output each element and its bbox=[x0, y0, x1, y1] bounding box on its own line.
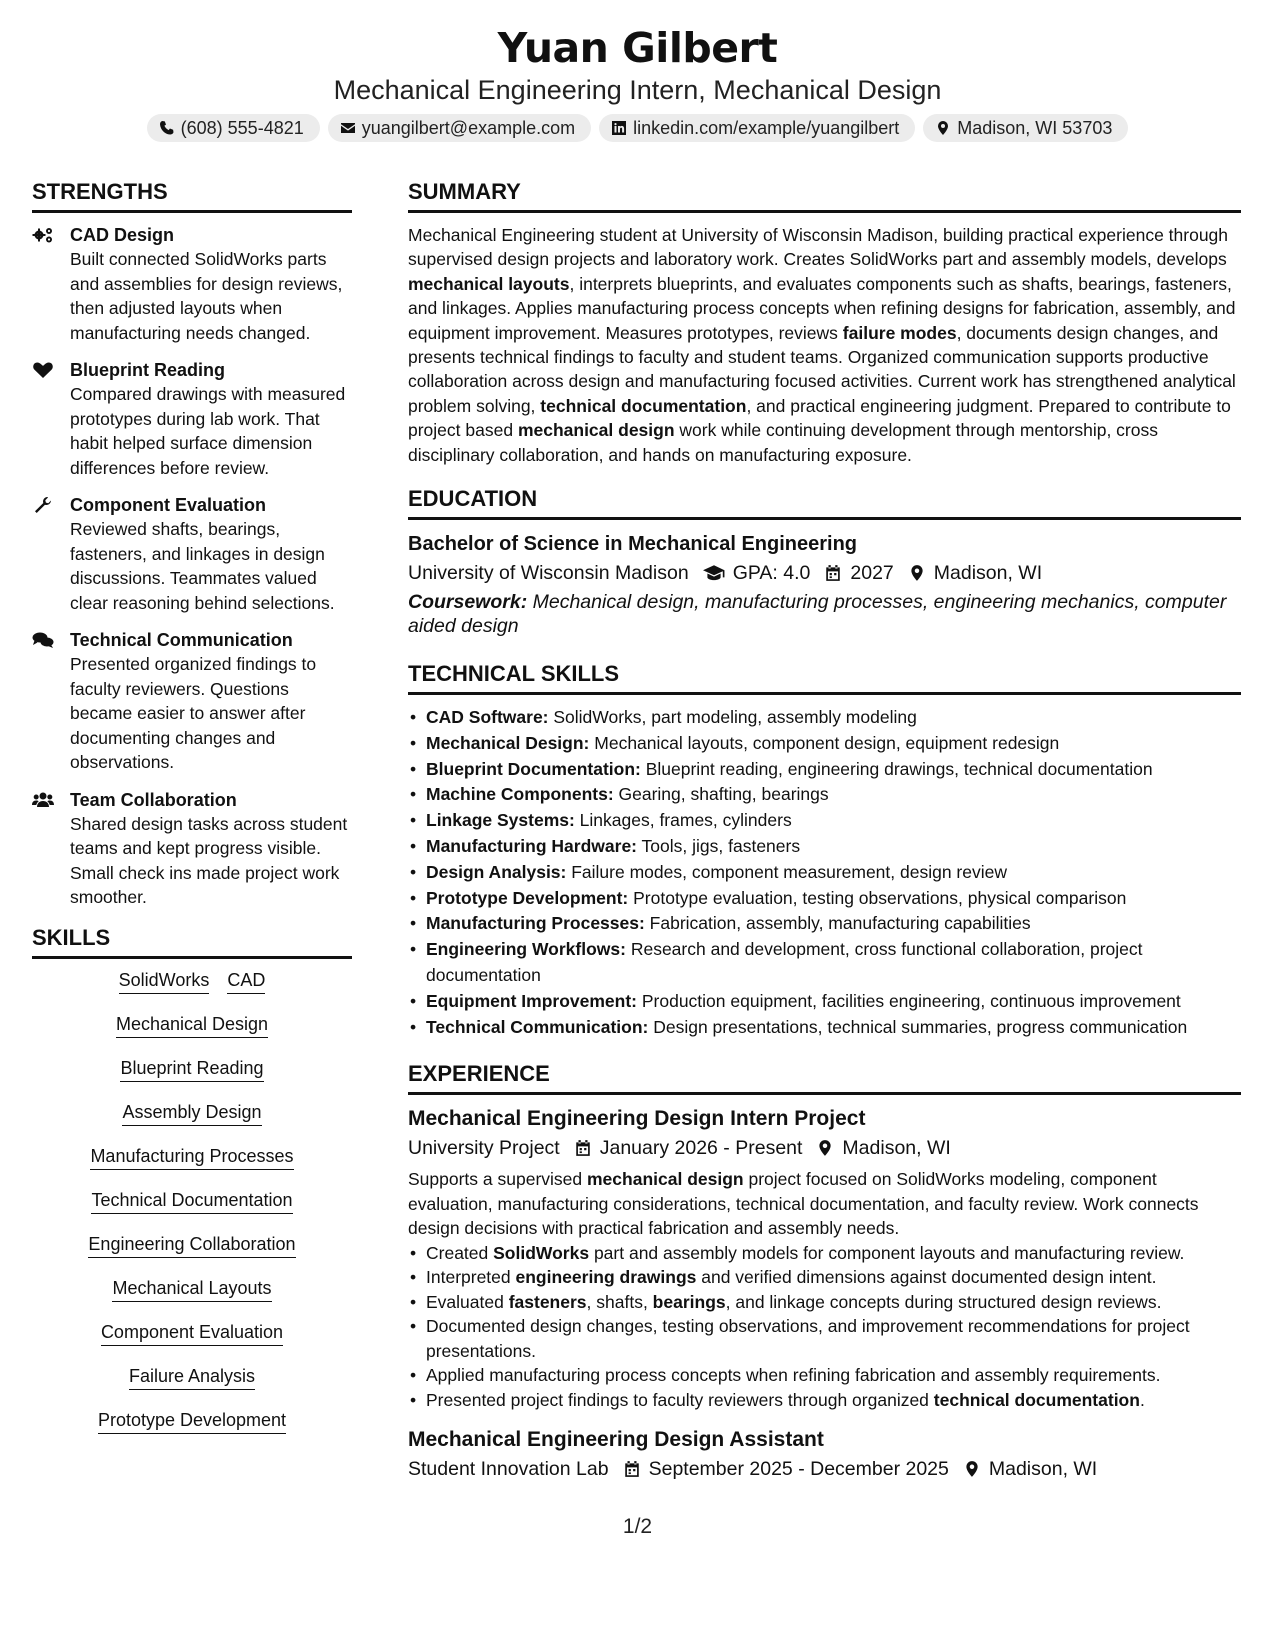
text-segment: part and assembly models for component layouts and manufacturing review. bbox=[589, 1242, 1185, 1263]
text-segment: Supports a supervised bbox=[408, 1169, 587, 1190]
skill-tag: Mechanical Design bbox=[116, 1013, 268, 1038]
education-location: Madison, WI bbox=[933, 562, 1043, 585]
skill-row bbox=[32, 1233, 352, 1258]
strength-item bbox=[32, 493, 352, 615]
skill-tag: Blueprint Reading bbox=[120, 1057, 263, 1082]
technical-skill-text: Prototype evaluation, testing observations, physical comparison bbox=[628, 887, 1127, 908]
education-degree: Bachelor of Science in Mechanical Engineering bbox=[408, 533, 858, 556]
strength-title: Team Collaboration bbox=[70, 789, 237, 810]
calendar-icon bbox=[824, 564, 842, 582]
bold-text: mechanical design bbox=[517, 420, 675, 441]
coursework-text: Mechanical design, manufacturing processes, engineering mechanics, computer aided design bbox=[408, 591, 1227, 638]
strength-title: Component Evaluation bbox=[70, 495, 267, 515]
technical-skill-text: Gearing, shafting, bearings bbox=[613, 784, 829, 805]
technical-skill-text: Production equipment, facilities engineering, continuous improvement bbox=[637, 990, 1181, 1011]
technical-skill-text: Fabrication, assembly, manufacturing capabilities bbox=[644, 913, 1031, 934]
contact-email-text: yuangilbert@example.com bbox=[361, 118, 576, 138]
skill-tag: Mechanical Layouts bbox=[112, 1277, 271, 1302]
strength-desc: Built connected SolidWorks parts and assemblies for design reviews, then adjusted layouts when manufacturing needs changed. bbox=[70, 249, 343, 343]
strength-title: Technical Communication bbox=[70, 630, 293, 650]
skill-row bbox=[32, 1321, 352, 1346]
job-location: Madison, WI bbox=[988, 1458, 1098, 1481]
bold-text: bearings bbox=[652, 1291, 726, 1312]
strength-item bbox=[32, 358, 352, 480]
education-gpa: GPA: 4.0 bbox=[732, 562, 811, 585]
gears-icon bbox=[32, 226, 54, 244]
skill-tag: Assembly Design bbox=[122, 1101, 261, 1126]
text-segment: , documents design changes, and presents technical findings to faculty and student teams. Organized communication supports productive collaboration across design and manufacturing focused activities. Current work has strengthened analytical problem solving, bbox=[408, 322, 1236, 416]
location-pin-icon bbox=[935, 120, 951, 136]
text-segment: Documented design changes, testing observations, and improvement recommendations for project presentations. bbox=[426, 1316, 1190, 1361]
education-year: 2027 bbox=[850, 562, 894, 585]
skill-row bbox=[32, 1145, 352, 1170]
technical-skill-text: Linkages, frames, cylinders bbox=[574, 810, 792, 831]
bold-text: fasteners bbox=[508, 1291, 587, 1312]
job-entry bbox=[408, 1426, 1241, 1484]
technical-skill-label: CAD Software: bbox=[426, 707, 549, 728]
technical-skill-text: Failure modes, component measurement, design review bbox=[566, 861, 1008, 882]
contact-location bbox=[923, 114, 1128, 142]
technical-skill-item bbox=[408, 731, 1241, 757]
technical-skill-text: Research and development, cross functional collaboration, project documentation bbox=[426, 939, 1143, 986]
strength-title: CAD Design bbox=[70, 225, 175, 245]
text-segment: , shafts, bbox=[586, 1291, 653, 1312]
resume-header bbox=[0, 22, 1275, 142]
linkedin-icon bbox=[611, 120, 627, 136]
text-segment: Applied manufacturing process concepts when refining fabrication and assembly requirements. bbox=[426, 1365, 1161, 1386]
envelope-icon bbox=[340, 120, 356, 136]
job-bullets bbox=[408, 1241, 1241, 1413]
candidate-title: Mechanical Engineering Intern, Mechanical Design bbox=[333, 75, 942, 105]
contact-email[interactable] bbox=[328, 114, 591, 142]
technical-skill-item bbox=[408, 989, 1241, 1015]
job-bullet bbox=[408, 1241, 1241, 1266]
skill-tag: Prototype Development bbox=[98, 1409, 286, 1434]
text-segment: Evaluated bbox=[426, 1291, 509, 1312]
skills-list bbox=[32, 969, 352, 1434]
skills-heading: SKILLS bbox=[32, 924, 352, 959]
strength-desc: Compared drawings with measured prototypes during lab work. That habit helped surface dimension differences before review. bbox=[70, 384, 346, 478]
skill-tag: Failure Analysis bbox=[129, 1365, 255, 1390]
technical-skill-item bbox=[408, 886, 1241, 912]
job-bullet bbox=[408, 1290, 1241, 1315]
job-meta bbox=[408, 1133, 1241, 1163]
location-pin-icon bbox=[963, 1460, 981, 1478]
technical-skill-label: Machine Components: bbox=[426, 784, 614, 805]
technical-skill-label: Engineering Workflows: bbox=[426, 939, 626, 960]
technical-skill-label: Linkage Systems: bbox=[426, 810, 575, 831]
experience-list bbox=[408, 1105, 1241, 1484]
calendar-icon bbox=[623, 1460, 641, 1478]
location-pin-icon bbox=[816, 1139, 834, 1157]
summary-heading: SUMMARY bbox=[408, 178, 1241, 213]
education-meta bbox=[408, 558, 1241, 588]
strength-title: Blueprint Reading bbox=[70, 360, 226, 380]
skill-tag: Engineering Collaboration bbox=[88, 1233, 295, 1258]
experience-heading: EXPERIENCE bbox=[408, 1060, 1241, 1095]
skill-row bbox=[32, 1365, 352, 1390]
skill-row bbox=[32, 1277, 352, 1302]
text-segment: project focused on SolidWorks modeling, component evaluation, manufacturing considerations, technical documentation, and faculty review. Work connects design decisions with practical fabrication and assembly needs. bbox=[408, 1169, 1199, 1239]
job-title: Mechanical Engineering Design Intern Project bbox=[408, 1107, 866, 1131]
technical-skill-label: Prototype Development: bbox=[426, 887, 629, 908]
bold-text: mechanical design bbox=[587, 1169, 744, 1190]
job-bullet bbox=[408, 1265, 1241, 1290]
technical-skills-heading: TECHNICAL SKILLS bbox=[408, 660, 1241, 695]
education-coursework bbox=[408, 590, 1241, 638]
technical-skill-text: Design presentations, technical summaries, progress communication bbox=[648, 1016, 1188, 1037]
coursework-label: Coursework: bbox=[408, 591, 528, 614]
contact-phone[interactable] bbox=[147, 114, 320, 142]
location-pin-icon bbox=[908, 564, 926, 582]
technical-skill-label: Technical Communication: bbox=[426, 1016, 649, 1037]
job-dates: January 2026 - Present bbox=[599, 1137, 803, 1160]
technical-skill-item bbox=[408, 937, 1241, 989]
bold-text: engineering drawings bbox=[515, 1267, 697, 1288]
technical-skill-text: Tools, jigs, fasteners bbox=[637, 836, 801, 857]
contact-linkedin-text: linkedin.com/example/yuangilbert bbox=[633, 118, 900, 138]
text-segment: , and linkage concepts during structured design reviews. bbox=[725, 1291, 1162, 1312]
technical-skill-item bbox=[408, 705, 1241, 731]
contact-linkedin[interactable] bbox=[599, 114, 915, 142]
skill-row bbox=[32, 1013, 352, 1038]
strength-desc: Shared design tasks across student teams and kept progress visible. Small check ins made project work smoother. bbox=[70, 813, 348, 907]
skill-tag: CAD bbox=[227, 969, 265, 994]
graduation-cap-icon bbox=[703, 564, 725, 582]
strength-item bbox=[32, 628, 352, 775]
technical-skill-label: Manufacturing Hardware: bbox=[426, 836, 637, 857]
education-heading: EDUCATION bbox=[408, 485, 1241, 520]
text-segment: Presented project findings to faculty reviewers through organized bbox=[426, 1389, 934, 1410]
skill-tag: Technical Documentation bbox=[91, 1189, 292, 1214]
technical-skill-item bbox=[408, 782, 1241, 808]
text-segment: work while continuing development through mentorship, cross disciplinary collaboration, and hands on manufacturing exposure. bbox=[408, 420, 1158, 465]
right-column bbox=[408, 178, 1241, 1484]
strength-desc: Reviewed shafts, bearings, fasteners, and linkages in design discussions. Teammates valued clear reasoning behind selections. bbox=[70, 519, 335, 613]
technical-skill-item bbox=[408, 911, 1241, 937]
technical-skill-text: SolidWorks, part modeling, assembly modeling bbox=[548, 707, 917, 728]
text-segment: , interprets blueprints, and evaluates components such as shafts, bearings, fasteners, and linkages. Applies manufacturing process concepts when refining designs for fabrication, assembly, and equipment improvement. Measures prototypes, reviews bbox=[408, 273, 1236, 343]
technical-skill-item bbox=[408, 834, 1241, 860]
strength-desc: Presented organized findings to faculty reviewers. Questions became easier to answer after documenting changes and observations. bbox=[70, 654, 317, 772]
text-segment: and verified dimensions against documented design intent. bbox=[696, 1267, 1157, 1288]
technical-skill-item bbox=[408, 1015, 1241, 1041]
job-description bbox=[408, 1167, 1241, 1241]
technical-skill-label: Mechanical Design: bbox=[426, 732, 590, 753]
wrench-icon bbox=[32, 496, 54, 514]
technical-skill-label: Equipment Improvement: bbox=[426, 990, 637, 1011]
calendar-icon bbox=[574, 1139, 592, 1157]
bold-text: mechanical layouts bbox=[408, 273, 570, 294]
job-entry bbox=[408, 1105, 1241, 1412]
text-segment: Interpreted bbox=[426, 1267, 516, 1288]
skill-row bbox=[32, 1409, 352, 1434]
candidate-name: Yuan Gilbert bbox=[497, 24, 778, 72]
comments-icon bbox=[32, 631, 54, 649]
contact-bar bbox=[0, 114, 1275, 142]
job-org: University Project bbox=[408, 1137, 560, 1160]
skill-tag: SolidWorks bbox=[119, 969, 210, 994]
strength-item bbox=[32, 223, 352, 345]
job-org: Student Innovation Lab bbox=[408, 1458, 609, 1481]
text-segment: Mechanical Engineering student at University of Wisconsin Madison, building practical experience through supervised design projects and laboratory work. Creates SolidWorks part and assembly models, develops bbox=[408, 225, 1229, 270]
technical-skill-item bbox=[408, 808, 1241, 834]
bold-text: technical documentation bbox=[933, 1389, 1140, 1410]
bold-text: technical documentation bbox=[540, 395, 747, 416]
skill-row bbox=[32, 1101, 352, 1126]
job-title: Mechanical Engineering Design Assistant bbox=[408, 1428, 824, 1452]
technical-skill-label: Manufacturing Processes: bbox=[426, 913, 645, 934]
text-segment: Created bbox=[426, 1242, 494, 1263]
skill-row bbox=[32, 1189, 352, 1214]
education-school: University of Wisconsin Madison bbox=[408, 562, 689, 585]
phone-icon bbox=[159, 120, 175, 136]
technical-skill-label: Design Analysis: bbox=[426, 861, 567, 882]
job-dates: September 2025 - December 2025 bbox=[648, 1458, 949, 1481]
technical-skill-text: Blueprint reading, engineering drawings, technical documentation bbox=[640, 758, 1153, 779]
job-meta bbox=[408, 1454, 1241, 1484]
page-number: 1/2 bbox=[622, 1515, 653, 1538]
technical-skill-label: Blueprint Documentation: bbox=[426, 758, 641, 779]
contact-phone-text: (608) 555-4821 bbox=[180, 118, 304, 138]
contact-location-text: Madison, WI 53703 bbox=[957, 118, 1113, 138]
job-bullet bbox=[408, 1314, 1241, 1363]
job-bullet bbox=[408, 1363, 1241, 1388]
heart-icon bbox=[32, 361, 54, 379]
technical-skill-text: Mechanical layouts, component design, equipment redesign bbox=[589, 732, 1060, 753]
strengths-heading: STRENGTHS bbox=[32, 178, 352, 213]
technical-skills-list bbox=[408, 705, 1241, 1040]
strength-item bbox=[32, 788, 352, 910]
job-location: Madison, WI bbox=[842, 1137, 951, 1160]
skill-row bbox=[32, 1057, 352, 1082]
job-bullet bbox=[408, 1388, 1241, 1413]
left-column bbox=[32, 178, 352, 1453]
technical-skill-item bbox=[408, 860, 1241, 886]
skill-row bbox=[32, 969, 352, 994]
summary-text bbox=[408, 223, 1241, 467]
text-segment: . bbox=[1139, 1389, 1145, 1410]
text-segment: , and practical engineering judgment. Prepared to contribute to project based bbox=[408, 395, 1231, 441]
bold-text: SolidWorks bbox=[493, 1242, 590, 1263]
bold-text: failure modes bbox=[842, 322, 957, 343]
users-icon bbox=[32, 791, 54, 809]
technical-skill-item bbox=[408, 757, 1241, 783]
skill-tag: Manufacturing Processes bbox=[90, 1145, 293, 1170]
skill-tag: Component Evaluation bbox=[101, 1321, 283, 1346]
